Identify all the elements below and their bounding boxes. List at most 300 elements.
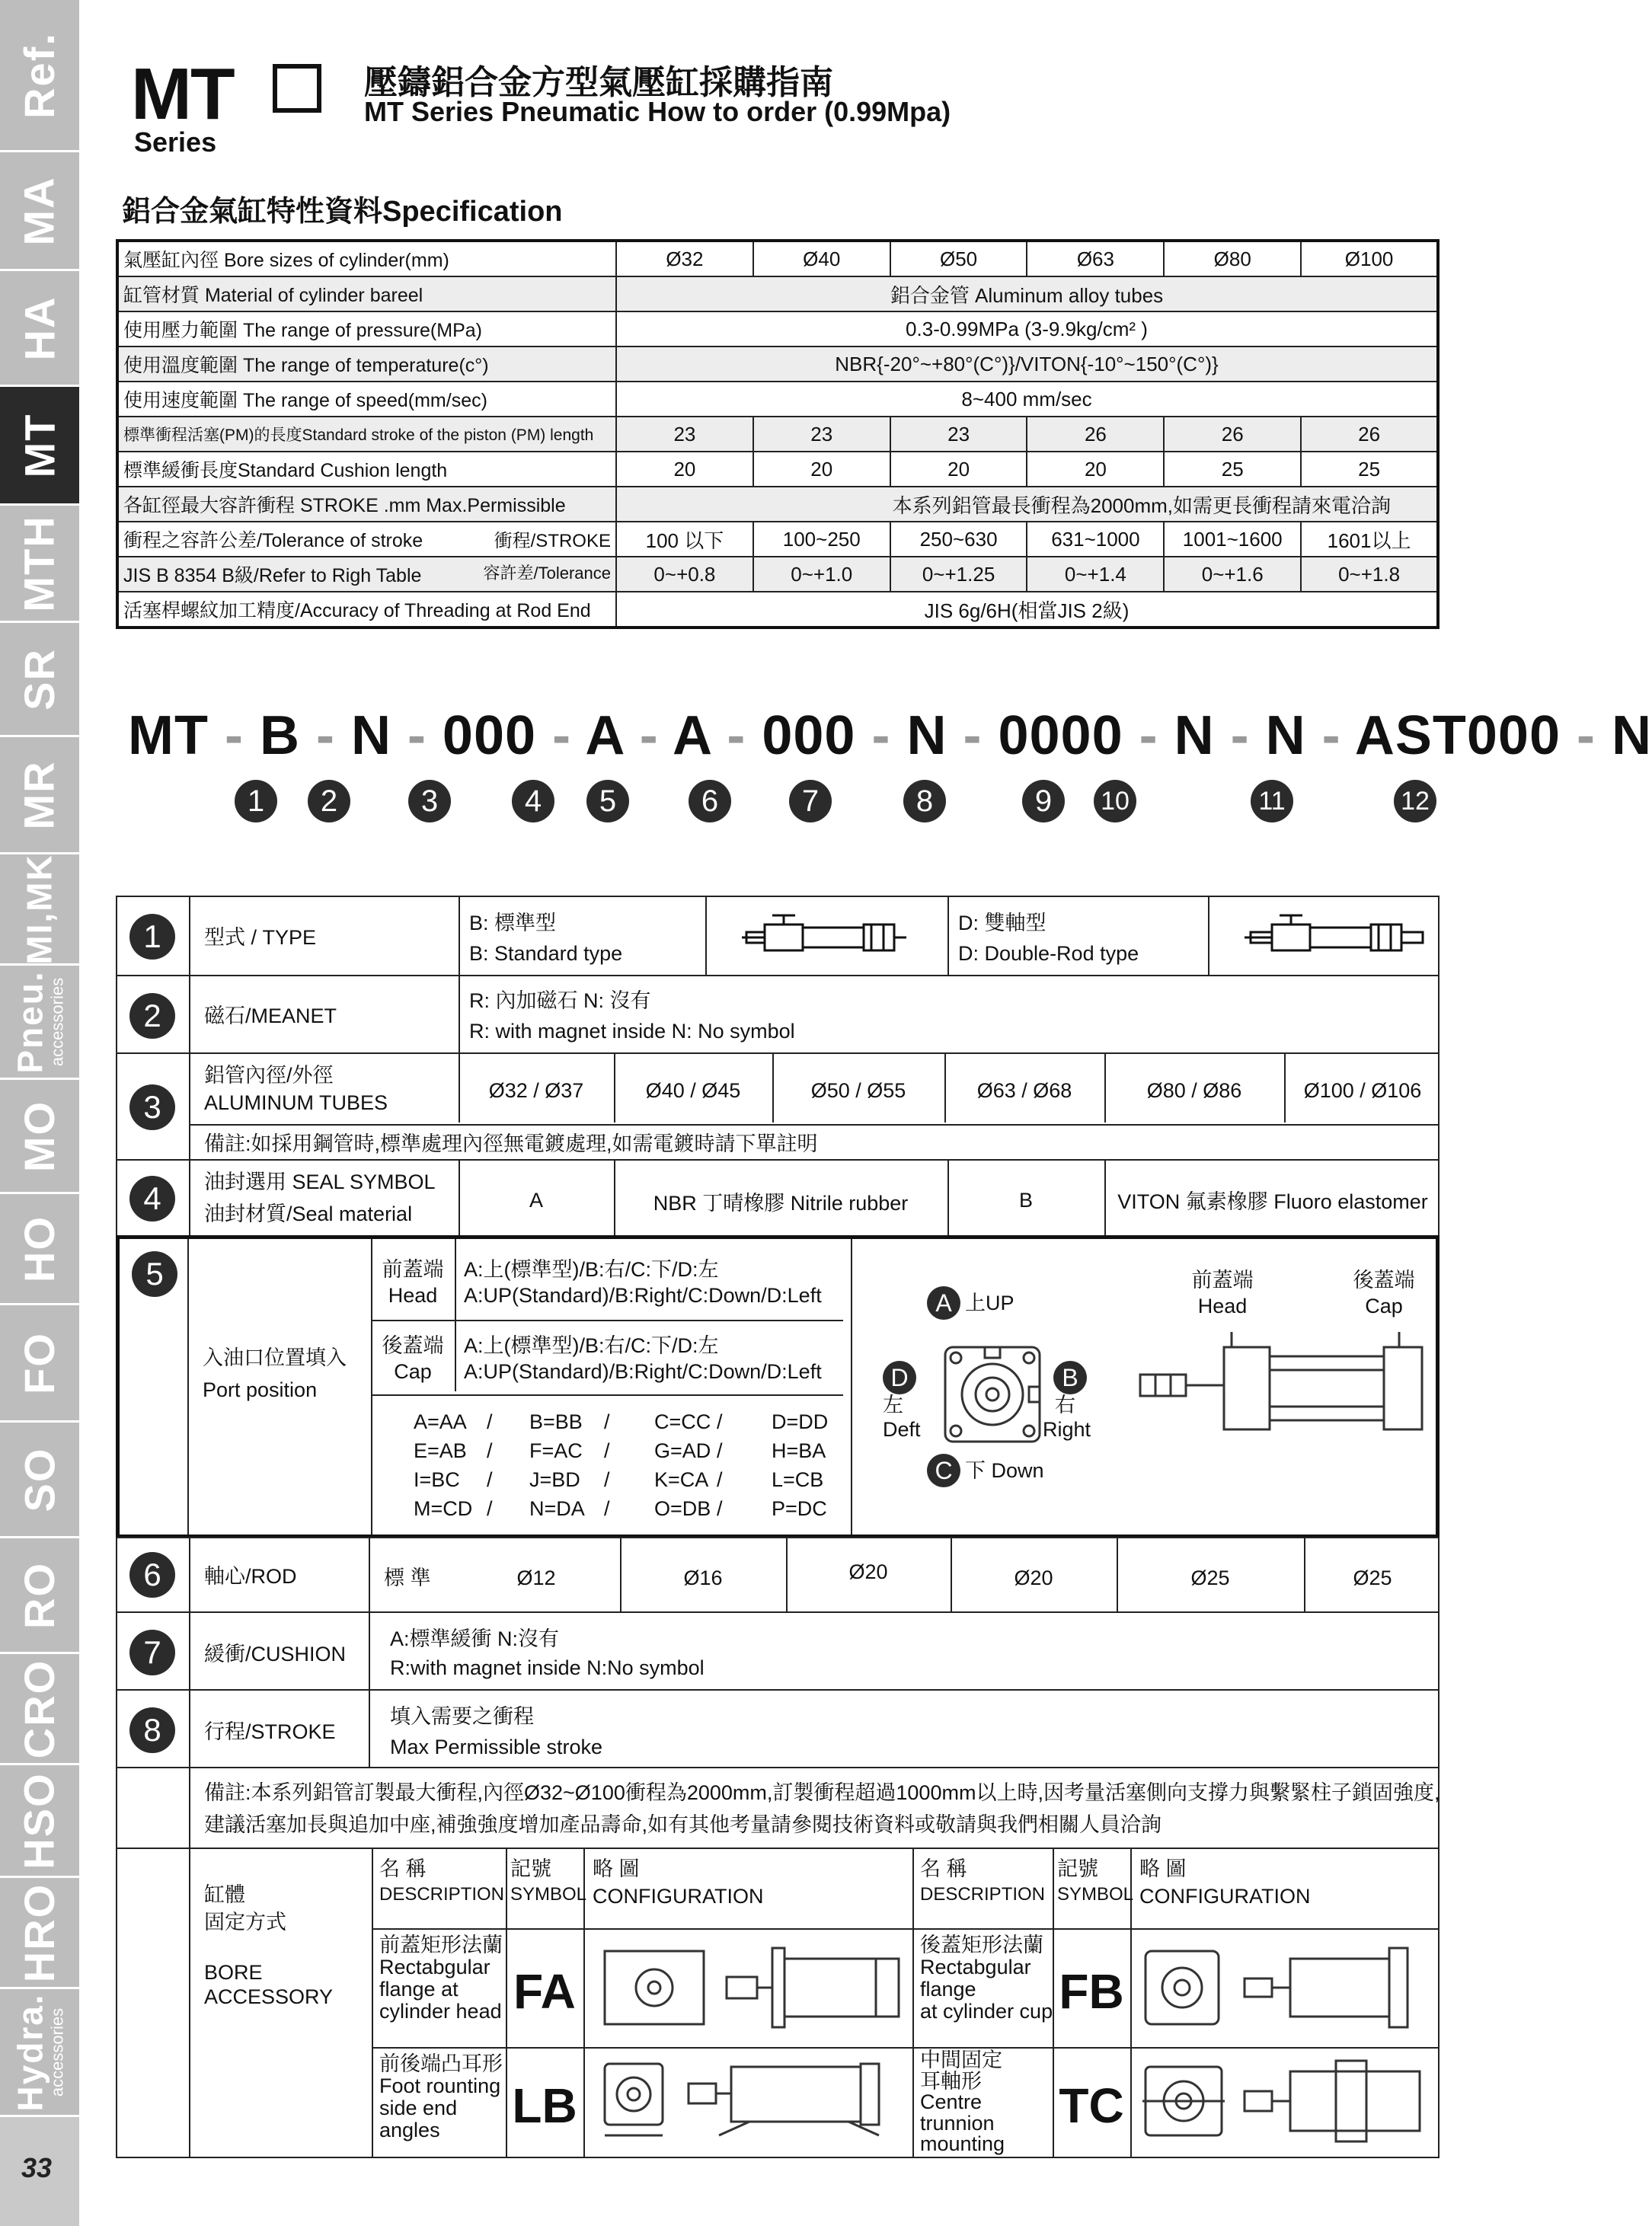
- fb-desc-line: 後蓋矩形法蘭: [920, 1934, 1043, 1956]
- seal-b-desc: VITON 氟素橡膠 Fluoro elastomer: [1117, 1190, 1428, 1213]
- stroke-cell: 23: [616, 417, 753, 452]
- lb-desc-line: angles: [379, 2119, 440, 2142]
- dir-d-badge: D: [883, 1361, 916, 1394]
- stroke-cell: 23: [753, 417, 890, 452]
- combo-code: L=CB: [772, 1468, 824, 1491]
- stroke-cell: 23: [890, 417, 1027, 452]
- series-logo: MT: [131, 53, 234, 135]
- page-title-en: MT Series Pneumatic How to order (0.99Mpa): [364, 96, 951, 127]
- port-endview-icon: [939, 1341, 1046, 1448]
- spec-label: 各缸徑最大容許衝程 STROKE .mm Max.Permissible: [117, 487, 616, 522]
- h-name-en: DESCRIPTION: [920, 1884, 1046, 1905]
- tubes-label-en: ALUMINUM TUBES: [204, 1091, 388, 1114]
- series-box-icon: [273, 64, 321, 113]
- sidebar-item[interactable]: [0, 737, 79, 854]
- page-title-zh: 壓鑄鋁合金方型氣壓缸採購指南: [364, 64, 833, 101]
- order-code-number: 6: [689, 780, 731, 822]
- rod-size: Ø16: [683, 1567, 723, 1589]
- jis-cell: 0~+1.8: [1301, 557, 1438, 592]
- option-cushion-row: [116, 1611, 1440, 1691]
- order-code-number: 5: [586, 780, 629, 822]
- combo-code: I=BC: [414, 1468, 460, 1491]
- order-code-part: 000: [762, 705, 856, 766]
- order-code-separator: -: [536, 705, 586, 766]
- order-code-number: 10: [1094, 780, 1136, 822]
- type-b-zh: B: 標準型: [469, 912, 557, 934]
- cushion-cell: 20: [890, 452, 1027, 487]
- option-number: 5: [132, 1251, 177, 1297]
- spec-row-pressure: [117, 311, 1438, 347]
- tubes-note: 備註:如採用鋼管時,標準處理內徑無電鍍處理,如需電鍍時請下單註明: [204, 1132, 818, 1155]
- cushion-cell: 25: [1164, 452, 1301, 487]
- bore-cell: Ø50: [890, 241, 1027, 276]
- sidebar-item-label: SR: [14, 647, 63, 711]
- jis-cell: 0~+0.8: [616, 557, 753, 592]
- sidebar-item[interactable]: [0, 1423, 79, 1538]
- combo-separator: /: [487, 1497, 493, 1520]
- sidebar-item[interactable]: [0, 1878, 79, 1989]
- fa-desc-line: cylinder head: [379, 2000, 502, 2023]
- sidebar-item-label: Pneu.: [11, 969, 50, 1074]
- sidebar-item-sub: accessories: [48, 2007, 68, 2097]
- rod-size: Ø25: [1353, 1567, 1392, 1589]
- jis-label: JIS B 8354 B級/Refer to Righ Table: [123, 565, 422, 586]
- bore-cell: Ø100: [1301, 241, 1438, 276]
- tubes-label-zh: 鋁管內徑/外徑: [204, 1064, 334, 1087]
- tol-sub: 衝程/STROKE: [494, 531, 611, 551]
- acc-label-zh1: 缸體: [204, 1883, 245, 1906]
- order-code-number: 1: [235, 780, 277, 822]
- double-rod-cylinder-icon: [1245, 911, 1427, 964]
- sidebar-item-label: HSO: [15, 1771, 64, 1870]
- port-cap-en: Cap: [394, 1360, 432, 1383]
- sidebar-item[interactable]: [0, 1538, 79, 1654]
- fa-symbol: FA: [513, 1964, 576, 2019]
- order-code-number: 8: [903, 780, 946, 822]
- combo-separator: /: [604, 1468, 610, 1491]
- page-number: 33: [21, 2152, 53, 2183]
- cushion-line1: A:標準緩衝 N:沒有: [390, 1627, 560, 1650]
- spec-row-thread: [117, 592, 1438, 628]
- tube-size: Ø63 / Ø68: [976, 1079, 1072, 1102]
- tc-desc-line: 中間固定: [920, 2049, 1002, 2071]
- sidebar-item-label: MT: [14, 413, 63, 477]
- spec-label: [117, 557, 616, 592]
- h-cfg-en: CONFIGURATION: [593, 1885, 764, 1908]
- tol-label: 衝程之容許公差/Tolerance of stroke: [123, 530, 423, 551]
- sidebar-item-label: CRO: [15, 1659, 64, 1758]
- acc-label-zh2: 固定方式: [204, 1911, 286, 1934]
- order-code-part: A: [673, 705, 711, 766]
- order-code-part: N: [1265, 705, 1306, 766]
- fig-cap-en: Cap: [1365, 1295, 1403, 1317]
- fb-desc-line: flange: [920, 1978, 976, 2001]
- sidebar-item-label: MA: [15, 175, 63, 246]
- h-sym-zh: 記號: [1057, 1857, 1098, 1880]
- tol-cell: 250~630: [890, 522, 1027, 557]
- order-code-part: N: [906, 705, 947, 766]
- magnet-line1: R: 內加磁石 N: 沒有: [469, 989, 651, 1012]
- rod-size: Ø25: [1190, 1567, 1230, 1589]
- dir-a-text: 上UP: [965, 1292, 1015, 1314]
- spec-label: 標準衝程活塞(PM)的長度Standard stroke of the piston (PM) length: [117, 417, 616, 452]
- acc-label-en2: ACCESSORY: [204, 1985, 334, 2008]
- option-number: 8: [129, 1707, 175, 1753]
- fa-desc-line: Rectabgular: [379, 1956, 490, 1979]
- fb-desc-line: Rectabgular: [920, 1956, 1031, 1979]
- combo-code: J=BD: [529, 1468, 580, 1491]
- h-name-en: DESCRIPTION: [379, 1884, 505, 1905]
- tc-symbol: TC: [1059, 2078, 1124, 2133]
- type-d-en: D: Double-Rod type: [958, 942, 1139, 965]
- option-number: 4: [129, 1176, 175, 1222]
- sidebar-item-group: [13, 1993, 66, 2111]
- spec-value: 鋁合金管 Aluminum alloy tubes: [616, 276, 1438, 311]
- order-code-separator: -: [1305, 705, 1355, 766]
- spec-row-speed: [117, 382, 1438, 417]
- fb-desc: [920, 1934, 1053, 2023]
- port-cap-line1: A:上(標準型)/B:右/C:下/D:左: [464, 1334, 719, 1357]
- spec-row-material: [117, 276, 1438, 311]
- combo-separator: /: [487, 1439, 493, 1462]
- option-magnet-row: [116, 975, 1440, 1054]
- sidebar-item[interactable]: [0, 1765, 79, 1878]
- fa-desc-line: 前蓋矩形法蘭: [379, 1934, 503, 1956]
- stroke-line2: Max Permissible stroke: [390, 1736, 603, 1758]
- cushion-cell: 20: [616, 452, 753, 487]
- spec-row-cushion: [117, 452, 1438, 487]
- tc-desc-line: trunnion: [920, 2111, 995, 2135]
- combo-code: K=CA: [654, 1468, 709, 1491]
- spec-value: 本系列鋁管最長衝程為2000mm,如需更長衝程請來電洽詢: [616, 487, 1438, 522]
- spec-row-stroke: [117, 417, 1438, 452]
- spec-row-jis: [117, 557, 1438, 592]
- spec-title: 鋁合金氣缸特性資料Specification: [122, 196, 563, 228]
- order-code-number: 9: [1022, 780, 1065, 822]
- sidebar-item-label: HO: [15, 1215, 63, 1282]
- spec-row-tolerance: [117, 522, 1438, 557]
- jis-sub: 容許差/Tolerance: [483, 564, 611, 583]
- tube-size: Ø50 / Ø55: [810, 1079, 906, 1102]
- tol-cell: 1601以上: [1301, 522, 1438, 557]
- sidebar-item-group: [13, 970, 66, 1073]
- dir-d-en: Deft: [883, 1418, 921, 1441]
- fig-head-en: Head: [1197, 1295, 1248, 1317]
- order-code-separator: -: [208, 705, 260, 766]
- order-code-number: 3: [408, 780, 451, 822]
- option-tubes-row: [116, 1052, 1440, 1161]
- combo-code: F=AC: [529, 1439, 583, 1462]
- tube-size: Ø32 / Ø37: [488, 1079, 584, 1102]
- order-code-separator: -: [299, 705, 351, 766]
- order-code-part: N: [1612, 705, 1652, 766]
- order-code-separator: -: [1123, 705, 1174, 766]
- order-code-part: B: [259, 705, 300, 766]
- rod-size: Ø20: [1014, 1567, 1053, 1589]
- accessory-table: [116, 1848, 1440, 2158]
- sidebar-item-label: Ref.: [15, 31, 64, 119]
- combo-code: C=CC: [654, 1410, 711, 1433]
- dir-c-badge: C: [927, 1454, 960, 1487]
- combo-code: M=CD: [414, 1497, 473, 1520]
- sidebar-item[interactable]: [0, 623, 79, 737]
- port-head-line2: A:UP(Standard)/B:Right/C:Down/D:Left: [464, 1284, 822, 1307]
- order-code-number: 7: [789, 780, 832, 822]
- jis-cell: 0~+1.4: [1027, 557, 1164, 592]
- combo-separator: /: [604, 1497, 610, 1520]
- order-code-part: 0000: [998, 705, 1123, 766]
- spec-table: [116, 239, 1440, 629]
- sidebar-item-label: Hydra.: [11, 1992, 51, 2112]
- order-code-separator: -: [1561, 705, 1612, 766]
- magnet-line2: R: with magnet inside N: No symbol: [469, 1020, 795, 1043]
- bore-cell: Ø40: [753, 241, 890, 276]
- combo-code: D=DD: [772, 1410, 829, 1433]
- order-note-line1: 備註:本系列鋁管訂製最大衝程,內徑Ø32~Ø100衝程為2000mm,訂製衝程超過1000mm以上時,因考量活塞側向支撐力與繫緊柱子鎖固強度,: [204, 1781, 1440, 1804]
- jis-cell: 0~+1.0: [753, 557, 890, 592]
- option-number: 2: [129, 993, 175, 1039]
- spec-label: 使用速度範圍 The range of speed(mm/sec): [117, 382, 616, 417]
- stroke-cell: 26: [1027, 417, 1164, 452]
- sidebar-item-label: MR: [15, 759, 63, 830]
- option-type-row: [116, 896, 1440, 976]
- fa-desc: [379, 1934, 503, 2023]
- spec-value: JIS 6g/6H(相當JIS 2級): [616, 592, 1438, 628]
- combo-code: N=DA: [529, 1497, 585, 1520]
- combo-code: A=AA: [414, 1410, 467, 1433]
- sidebar-item-label: RO: [15, 1561, 63, 1629]
- order-code-part: N: [1174, 705, 1215, 766]
- spec-label: 缸管材質 Material of cylinder bareel: [117, 276, 616, 311]
- lb-desc-line: side end: [379, 2097, 458, 2120]
- order-code-part: A: [585, 705, 624, 766]
- port-label-en: Port position: [203, 1378, 318, 1401]
- order-code-separator: -: [947, 705, 999, 766]
- h-sym-en: SYMBOL: [510, 1884, 587, 1905]
- port-head-zh: 前蓋端: [382, 1258, 444, 1281]
- dir-a-badge: A: [927, 1286, 960, 1320]
- cushion-cell: 20: [753, 452, 890, 487]
- option-stroke-row: [116, 1689, 1440, 1768]
- sidebar-item-sub: accessories: [48, 977, 67, 1066]
- sidebar-item-label: HRO: [15, 1883, 64, 1982]
- rod-size: Ø12: [516, 1567, 556, 1589]
- jis-cell: 0~+1.25: [890, 557, 1027, 592]
- order-code-separator: -: [623, 705, 673, 766]
- spec-label: [117, 522, 616, 557]
- dir-c-text: 下 Down: [965, 1459, 1044, 1482]
- order-code-separator: -: [711, 705, 762, 766]
- rod-label: 軸心/ROD: [204, 1565, 297, 1588]
- order-note-line2: 建議活塞加長與追加中座,補強強度增加產品壽命,如有其他考量請參閱技術資料或敬請與我們相關人員洽詢: [204, 1813, 1162, 1836]
- sidebar-item[interactable]: [0, 506, 79, 623]
- tc-config-icon: [1146, 2056, 1435, 2151]
- spec-value: NBR{-20°~+80°(C°)}/VITON{-10°~150°(C°)}: [616, 347, 1438, 382]
- order-code-number: 2: [308, 780, 350, 822]
- combo-separator: /: [717, 1468, 723, 1491]
- combo-code: H=BA: [772, 1439, 826, 1462]
- seal-label-zh: 油封選用 SEAL SYMBOL: [204, 1170, 436, 1193]
- series-label: Series: [134, 126, 217, 158]
- combo-separator: /: [717, 1410, 723, 1433]
- fb-config-icon: [1146, 1940, 1427, 2035]
- tc-desc: [920, 2050, 1005, 2155]
- seal-label-en: 油封材質/Seal material: [204, 1202, 413, 1225]
- dir-b-en: Right: [1043, 1418, 1091, 1441]
- rod-size: Ø20: [848, 1560, 888, 1583]
- combo-code: O=DB: [654, 1497, 711, 1520]
- spec-row-bore: [117, 241, 1438, 276]
- combo-code: E=AB: [414, 1439, 467, 1462]
- spec-label: 使用溫度範圍 The range of temperature(c°): [117, 347, 616, 382]
- order-code-separator: -: [391, 705, 443, 766]
- combo-separator: /: [604, 1410, 610, 1433]
- spec-label: 標準緩衝長度Standard Cushion length: [117, 452, 616, 487]
- lb-desc: [379, 2053, 503, 2142]
- tol-cell: 100 以下: [616, 522, 753, 557]
- sidebar-item[interactable]: [0, 1654, 79, 1765]
- sidebar-item[interactable]: [0, 271, 79, 387]
- sidebar-item[interactable]: [0, 152, 79, 271]
- option-rod-row: [116, 1537, 1440, 1613]
- fig-cap-zh: 後蓋端: [1353, 1269, 1415, 1292]
- option-number: 7: [129, 1630, 175, 1675]
- tol-cell: 631~1000: [1027, 522, 1164, 557]
- fb-symbol: FB: [1059, 1964, 1124, 2019]
- standard-cylinder-icon: [742, 911, 909, 964]
- order-code-part: AST000: [1354, 705, 1561, 766]
- lb-config-icon: [605, 2056, 902, 2151]
- stroke-cell: 26: [1301, 417, 1438, 452]
- port-sideview-icon: [1140, 1332, 1437, 1439]
- bore-cell: Ø32: [616, 241, 753, 276]
- seal-a-desc: NBR 丁晴橡膠 Nitrile rubber: [653, 1192, 909, 1215]
- cushion-cell: 25: [1301, 452, 1438, 487]
- option-number: 6: [129, 1552, 175, 1598]
- lb-desc-line: Foot rounting: [379, 2074, 501, 2098]
- sidebar-item[interactable]: [0, 1989, 79, 2117]
- h-cfg-en: CONFIGURATION: [1139, 1885, 1311, 1908]
- order-code-part: MT: [128, 705, 209, 766]
- h-name-zh: 名 稱: [920, 1857, 967, 1880]
- combo-separator: /: [717, 1497, 723, 1520]
- tube-size: Ø100 / Ø106: [1303, 1079, 1422, 1102]
- combo-code: B=BB: [529, 1410, 583, 1433]
- fa-config-icon: [605, 1940, 902, 2035]
- order-code-number: 11: [1251, 780, 1293, 822]
- seal-b: B: [1018, 1189, 1033, 1212]
- fig-head-zh: 前蓋端: [1191, 1269, 1254, 1292]
- dir-b-badge: B: [1053, 1361, 1087, 1394]
- h-sym-zh: 記號: [510, 1857, 551, 1880]
- fb-desc-line: at cylinder cup: [920, 2000, 1053, 2023]
- cushion-label: 緩衝/CUSHION: [204, 1643, 347, 1666]
- sidebar-item[interactable]: [0, 0, 79, 152]
- order-code-number: 4: [512, 780, 554, 822]
- option-number: 3: [129, 1084, 175, 1130]
- combo-separator: /: [487, 1468, 493, 1491]
- sidebar-item[interactable]: [0, 854, 79, 966]
- order-code-separator: -: [1214, 705, 1266, 766]
- tc-desc-line: Centre: [920, 2090, 983, 2114]
- bore-cell: Ø63: [1027, 241, 1164, 276]
- tc-desc-line: 耳軸形: [920, 2069, 982, 2093]
- spec-label: 活塞桿螺紋加工精度/Accuracy of Threading at Rod End: [117, 592, 616, 628]
- port-label-zh: 入油口位置填入: [203, 1346, 347, 1369]
- combo-separator: /: [487, 1410, 493, 1433]
- sidebar-item[interactable]: [0, 1080, 79, 1194]
- order-code-separator: -: [855, 705, 907, 766]
- sidebar-item-label: SO: [14, 1447, 63, 1512]
- combo-separator: /: [604, 1439, 610, 1462]
- combo-code: G=AD: [654, 1439, 711, 1462]
- port-head-en: Head: [388, 1284, 438, 1307]
- tc-desc-line: mounting: [920, 2132, 1005, 2156]
- dir-b-zh: 右: [1055, 1394, 1075, 1416]
- spec-value: 0.3-0.99MPa (3-9.9kg/cm² ): [616, 311, 1438, 347]
- port-cap-zh: 後蓋端: [382, 1334, 444, 1357]
- fa-desc-line: flange at: [379, 1978, 459, 2001]
- tol-cell: 100~250: [753, 522, 890, 557]
- order-code-part: N: [350, 705, 391, 766]
- combo-code: P=DC: [772, 1497, 827, 1520]
- acc-label-en1: BORE: [204, 1961, 263, 1984]
- bore-cell: Ø80: [1164, 241, 1301, 276]
- type-label: 型式 / TYPE: [204, 926, 317, 949]
- h-sym-en: SYMBOL: [1057, 1884, 1134, 1905]
- tube-size: Ø40 / Ø45: [645, 1079, 741, 1102]
- sidebar-item-label: MTH: [15, 514, 64, 612]
- option-number: 1: [129, 914, 175, 960]
- option-seal-row: [116, 1159, 1440, 1237]
- h-cfg-zh: 略 圖: [1139, 1857, 1187, 1880]
- cushion-line2: R:with magnet inside N:No symbol: [390, 1656, 705, 1679]
- tube-size: Ø80 / Ø86: [1146, 1079, 1242, 1102]
- stroke-cell: 26: [1164, 417, 1301, 452]
- tol-cell: 1001~1600: [1164, 522, 1301, 557]
- sidebar-item[interactable]: [0, 966, 79, 1080]
- order-code-number: 12: [1394, 780, 1436, 822]
- order-code-part: 000: [442, 705, 537, 766]
- type-d-zh: D: 雙軸型: [958, 912, 1046, 934]
- order-note-row: [116, 1767, 1440, 1849]
- spec-row-max: [117, 487, 1438, 522]
- sidebar-item[interactable]: [0, 1194, 79, 1305]
- order-code: [128, 704, 1652, 767]
- rod-std: 標 準: [384, 1567, 431, 1589]
- combo-separator: /: [717, 1439, 723, 1462]
- type-b-en: B: Standard type: [469, 942, 623, 965]
- spec-value: 8~400 mm/sec: [616, 382, 1438, 417]
- lb-symbol: LB: [512, 2078, 577, 2133]
- port-head-line1: A:上(標準型)/B:右/C:下/D:左: [464, 1258, 719, 1281]
- port-cap-line2: A:UP(Standard)/B:Right/C:Down/D:Left: [464, 1360, 822, 1383]
- spec-label: 使用壓力範圍 The range of pressure(MPa): [117, 311, 616, 347]
- magnet-label: 磁石/MEANET: [204, 1004, 337, 1027]
- sidebar-item[interactable]: [0, 387, 79, 506]
- spec-row-temperature: [117, 347, 1438, 382]
- stroke-line1: 填入需要之衝程: [390, 1705, 534, 1728]
- spec-label: 氣壓缸內徑 Bore sizes of cylinder(mm): [117, 241, 616, 276]
- seal-a: A: [529, 1189, 543, 1212]
- sidebar-item-label: MO: [15, 1100, 63, 1172]
- stroke-label: 行程/STROKE: [204, 1720, 336, 1743]
- sidebar-item[interactable]: [0, 1305, 79, 1423]
- sidebar-item-label: FO: [14, 1331, 63, 1394]
- h-cfg-zh: 略 圖: [593, 1857, 640, 1880]
- sidebar-item-label: MI,MK: [20, 853, 60, 965]
- option-port-row: [116, 1235, 1440, 1538]
